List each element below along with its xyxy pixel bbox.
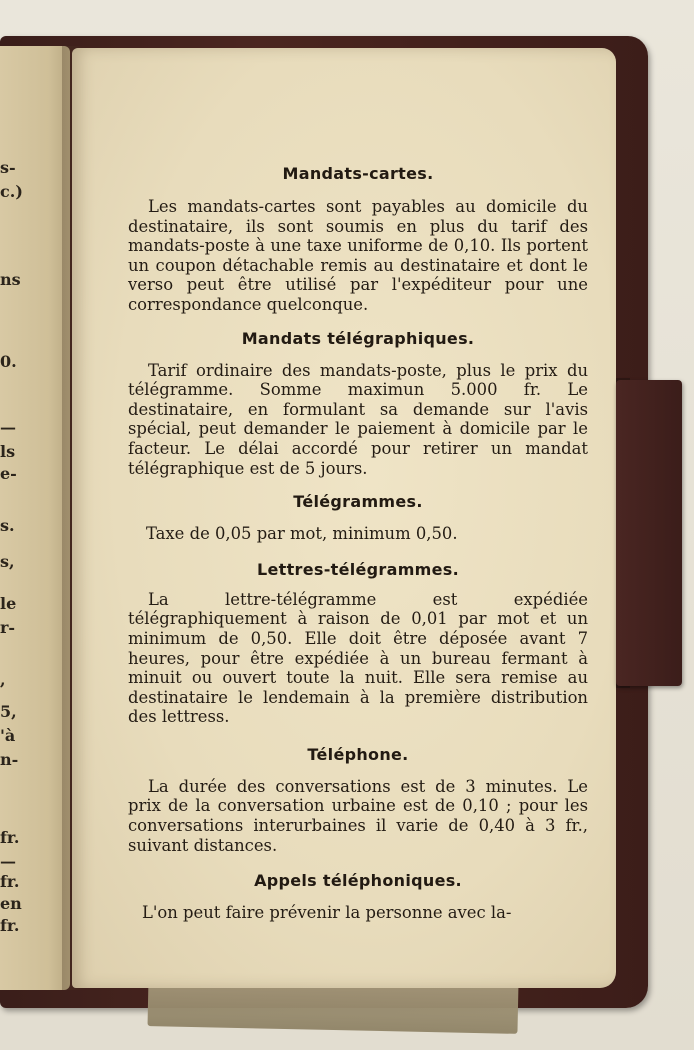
- left-fragment: n-: [0, 750, 19, 769]
- section-body-lettres-telegrammes: La lettre-télégramme est expédiée télégraphiquement à raison de 0,01 par mot et un minimum de 0,50. Elle doit être déposée avant 7 heures, pour être expédiée à un bureau fermant à minuit ou ouvert toute la nuit. Elle sera remise au destinataire le lendemain à la première distribution des lettress.: [128, 589, 588, 727]
- section-title-appels-telephoniques: Appels téléphoniques.: [254, 871, 462, 891]
- left-fragment: s,: [0, 552, 15, 571]
- left-fragment: 5,: [0, 702, 17, 721]
- section-title-lettres-telegrammes: Lettres-télégrammes.: [256, 559, 460, 579]
- left-fragment: fr.: [0, 916, 20, 935]
- section-body-appels-telephoniques: L'on peut faire prévenir la personne avec la-: [142, 903, 512, 923]
- left-fragment: e-: [0, 464, 17, 483]
- section-title-mandats-cartes: Mandats-cartes.: [282, 164, 434, 183]
- left-fragment: fr.: [0, 828, 20, 847]
- left-fragment: s.: [0, 516, 15, 535]
- page-text: [128, 156, 588, 923]
- left-fragment: ns: [0, 270, 21, 289]
- left-fragment: r-: [0, 618, 16, 637]
- left-fragment: —: [0, 852, 16, 871]
- section-body-mandats-cartes: Les mandats-cartes sont payables au domicile du destinataire, ils sont soumis en plus du tarif des mandats-poste à une taxe uniforme de 0,10. Ils portent un coupon détachable remis au destinataire et dont le verso peut être utilisé par l'expéditeur pour une correspondance quelconque.: [128, 197, 588, 314]
- left-fragment: c.): [0, 182, 23, 201]
- section-body-mandats-telegraphiques: Tarif ordinaire des mandats-poste, plus le prix du télégramme. Somme maximun 5.000 fr. Le destinataire, en formulant sa demande sur l'avis spécial, peut demander le paiement à domicile par le facteur. Le délai accordé pour retirer un mandat télégraphique est de 5 jours.: [128, 360, 588, 478]
- left-fragment: fr.: [0, 872, 20, 891]
- left-page-edge: [0, 46, 70, 990]
- left-fragment: s-: [0, 158, 16, 177]
- section-body-telegrammes: Taxe de 0,05 par mot, minimum 0,50.: [146, 524, 458, 544]
- left-fragment: 0.: [0, 352, 17, 371]
- left-fragment: le: [0, 594, 17, 613]
- left-fragment: ,: [0, 670, 6, 689]
- left-fragment: en: [0, 894, 22, 913]
- section-title-telegrammes: Télégrammes.: [293, 492, 423, 512]
- left-fragment: —: [0, 418, 16, 437]
- section-title-telephone: Téléphone.: [307, 744, 409, 764]
- leather-clasp-tab: [616, 380, 682, 686]
- left-fragment: 'à: [0, 726, 16, 745]
- section-body-telephone: La durée des conversations est de 3 minutes. Le prix de la conversation urbaine est de 0,10 ; pour les conversations interurbaines il varie de 0,40 à 3 fr., suivant distances.: [128, 776, 588, 855]
- left-fragment: ls: [0, 442, 16, 461]
- section-title-mandats-telegraphiques: Mandats télégraphiques.: [241, 328, 475, 348]
